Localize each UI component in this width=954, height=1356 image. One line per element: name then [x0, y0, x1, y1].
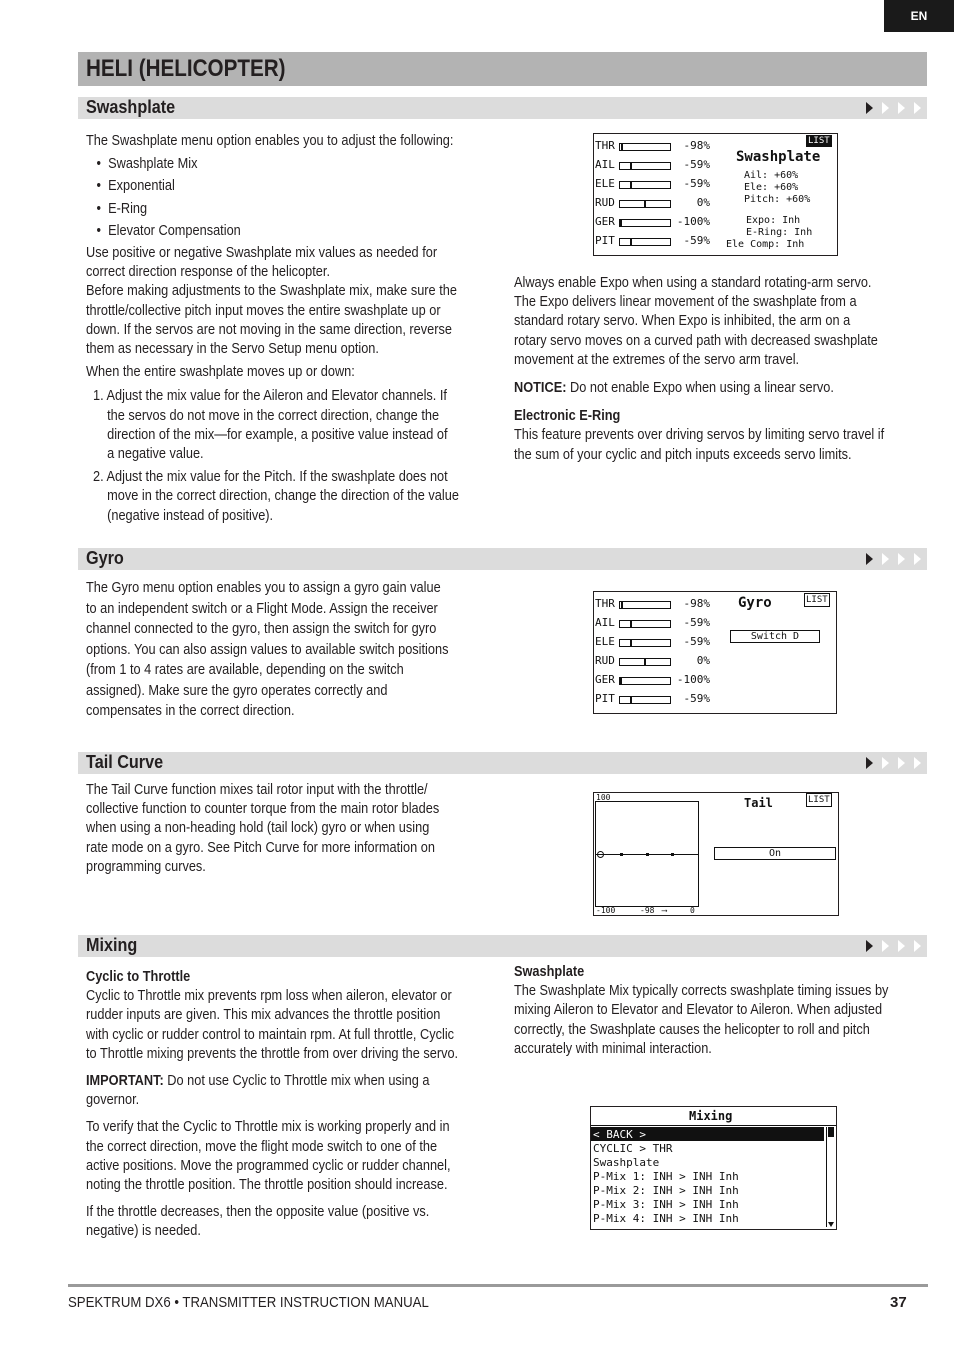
menu-row-pmix3[interactable]: P-Mix 3: INH > INH Inh — [593, 1198, 739, 1211]
section-arrows — [866, 940, 921, 952]
channel-marker — [621, 143, 623, 151]
mixing-section-bar — [78, 935, 927, 957]
gyro-section-title: Gyro — [86, 548, 124, 568]
channel-name: RUD — [595, 196, 615, 209]
channel-name: RUD — [595, 654, 615, 667]
channel-value: -59% — [683, 234, 710, 247]
menu-row-back[interactable]: < BACK > — [593, 1128, 646, 1141]
bullet-item: • Swashplate Mix — [96, 156, 198, 173]
list-badge: LIST — [806, 595, 828, 605]
curve-point — [671, 853, 674, 856]
swashplate-moves: When the entire swashplate moves up or down: — [86, 364, 355, 381]
swashplate-mix-heading: Swashplate — [514, 964, 585, 980]
menu-row-pmix1[interactable]: P-Mix 1: INH > INH Inh — [593, 1170, 739, 1183]
channel-name: GER — [595, 673, 615, 686]
swashplate-right-column — [514, 274, 884, 465]
cyclic-to-throttle-heading: Cyclic to Throttle — [86, 969, 191, 985]
mixing-screen-heading: Mixing — [689, 1109, 733, 1123]
decrease-text: If the throttle decreases, then the opposite value (positive vs. negative) is needed. — [86, 1204, 430, 1240]
cyclic-to-throttle-text: Cyclic to Throttle mix prevents rpm loss when aileron, elevator or rudder inputs are given. This mix advances the throttle position with cyclic or rudder control to maintain rpm. At full throttle, Cyclic to Throttle mixing prevents the throttle from over driving the servo. — [86, 988, 459, 1062]
channel-name: AIL — [595, 616, 615, 629]
channel-value: -59% — [683, 635, 710, 648]
ering-option: E-Ring: Inh — [746, 227, 813, 238]
section-arrows — [866, 553, 921, 565]
channel-bar — [619, 238, 671, 246]
section-arrows — [866, 757, 921, 769]
channel-value: -100% — [676, 673, 710, 686]
ering-paragraph: This feature prevents over driving servos by limiting servo travel if the sum of your cyclic and pitch inputs exceeds servo limits. — [514, 427, 885, 463]
swashplate-left-column — [86, 132, 459, 526]
channel-marker — [630, 181, 632, 189]
channel-bar — [619, 219, 671, 227]
gyro-screen-heading: Gyro — [738, 595, 772, 611]
channel-name: PIT — [595, 692, 615, 705]
scrollbar[interactable] — [826, 1127, 835, 1227]
channel-bar — [619, 639, 671, 647]
menu-row-swashplate[interactable]: Swashplate — [593, 1156, 660, 1169]
channel-marker — [621, 601, 623, 609]
channel-bar — [619, 620, 671, 628]
scrollbar-up-icon[interactable] — [828, 1127, 834, 1137]
channel-value: -100% — [676, 215, 710, 228]
channel-marker — [620, 677, 622, 685]
channel-marker — [630, 238, 632, 246]
curve-point — [646, 853, 649, 856]
channel-marker — [620, 219, 622, 227]
tail-curve-lcd-screen — [593, 792, 839, 916]
curve-graph — [595, 801, 699, 907]
channel-value: 0% — [696, 654, 710, 667]
channel-value: 0% — [696, 196, 710, 209]
footer-rule — [68, 1284, 928, 1287]
swashplate-mix-text: The Swashplate Mix typically corrects swashplate timing issues by mixing Aileron to Elevator and Elevator to Aileron. When adjusted correctly, the Swashplate causes the helicopter to roll and pitch accurately with minimal interaction. — [514, 983, 889, 1057]
tail-curve-section-title: Tail Curve — [86, 752, 164, 772]
mixing-left-column — [86, 968, 458, 1242]
gyro-lcd-screen — [593, 591, 837, 714]
channel-bar — [619, 677, 671, 685]
important-note: IMPORTANT: Do not use Cyclic to Throttle mix when using a governor. — [86, 1073, 430, 1109]
tail-screen-heading: Tail — [744, 796, 773, 810]
page-number: 37 — [890, 1294, 907, 1311]
channel-marker — [644, 200, 646, 208]
channel-value: -59% — [683, 177, 710, 190]
swashplate-screen-heading: Swashplate — [736, 149, 821, 165]
channel-bar — [619, 696, 671, 704]
swashplate-intro: The Swashplate menu option enables you to adjust the following: — [86, 133, 454, 149]
channel-marker — [630, 162, 632, 170]
list-badge: LIST — [808, 795, 830, 805]
channel-name: ELE — [595, 635, 615, 648]
bullet-item: • Exponential — [96, 178, 175, 195]
step-1: 1. Adjust the mix value for the Aileron and Elevator channels. If the servos do not move in the correct direction, change the direction of the mix—for example, a positive value instead of a negative value. — [93, 388, 448, 463]
tail-state-toggle[interactable]: On — [714, 847, 836, 860]
channel-name: AIL — [595, 158, 615, 171]
tail-curve-section-bar — [78, 752, 927, 774]
verify-text: To verify that the Cyclic to Throttle mix is working properly and in the correct direction, move the flight mode switch to one of the active positions. Move the programmed cyclic or rudder channel, noting the throttle position. The throttle position should increase. — [86, 1119, 451, 1194]
channel-bar — [619, 181, 671, 189]
mix-ail: Ail: +60% — [744, 170, 799, 181]
channel-marker — [630, 696, 632, 704]
channel-value: -59% — [683, 616, 710, 629]
curve-bottom-mid: -98 — [640, 906, 655, 915]
notice: NOTICE: Do not enable Expo when using a linear servo. — [514, 380, 834, 397]
channel-name: THR — [595, 139, 615, 152]
curve-point — [597, 851, 604, 858]
language-tab: EN — [884, 0, 954, 32]
page-title: HELI (HELICOPTER) — [86, 55, 286, 82]
channel-marker — [630, 639, 632, 647]
footer-manual-title: SPEKTRUM DX6 • TRANSMITTER INSTRUCTION MANUAL — [68, 1294, 429, 1311]
elecomp-option: Ele Comp: Inh — [726, 239, 805, 250]
mixing-right-column — [514, 963, 888, 1059]
swashplate-section-title: Swashplate — [86, 97, 176, 117]
switch-selector[interactable]: Switch D — [730, 630, 820, 643]
mix-pitch: Pitch: +60% — [744, 194, 811, 205]
channel-name: GER — [595, 215, 615, 228]
bullet-item: • Elevator Compensation — [96, 222, 241, 239]
channel-bar — [619, 658, 671, 666]
step-2: 2. Adjust the mix value for the Pitch. If the swashplate does not move in the correct direction, change the direction of the value (negative instead of positive). — [93, 469, 459, 524]
channel-value: -59% — [683, 158, 710, 171]
mixing-lcd-screen — [590, 1106, 837, 1230]
arrow-right-icon: ⟶ — [662, 906, 667, 915]
page-title-bar — [78, 52, 927, 86]
ering-heading: Electronic E-Ring — [514, 408, 621, 425]
gyro-text: The Gyro menu option enables you to assign a gyro gain value to an independent switch or a Flight Mode. Assign the receiver channel connected to the gyro, then assign the switch for gyro options. You can also assign values to available switch positions (from 1 to 4 rates are available, depending on the switch assigned). Make sure the gyro operates correctly and compensates in the correct direction. — [86, 580, 449, 719]
channel-bar — [619, 601, 671, 609]
curve-bottom-left: -100 — [596, 906, 616, 915]
channel-name: THR — [595, 597, 615, 610]
channel-value: -98% — [683, 597, 710, 610]
expo-paragraph: Always enable Expo when using a standard rotating-arm servo. The Expo delivers linear movement of the swashplate from a standard rotary servo. When Expo is inhibited, the arm on a rotary servo moves on a curved path with decreased swashplate movement at the extremes of the servo arm travel. — [514, 275, 878, 368]
section-arrows — [866, 102, 921, 114]
mix-ele: Ele: +60% — [744, 182, 799, 193]
swashplate-section-bar — [78, 97, 927, 119]
curve-bottom-right: 0 — [690, 906, 695, 915]
curve-point — [620, 853, 623, 856]
swashplate-lcd-screen — [593, 133, 838, 256]
channel-bar — [619, 143, 671, 151]
menu-row-pmix4[interactable]: P-Mix 4: INH > INH Inh — [593, 1212, 739, 1225]
mixing-section-title: Mixing — [86, 935, 138, 955]
expo-option: Expo: Inh — [746, 215, 801, 226]
channel-value: -59% — [683, 692, 710, 705]
channel-bar — [619, 200, 671, 208]
channel-bar — [619, 162, 671, 170]
channel-value: -98% — [683, 139, 710, 152]
list-badge: LIST — [808, 136, 830, 146]
channel-name: PIT — [595, 234, 615, 247]
swashplate-paragraph: Use positive or negative Swashplate mix values as needed for correct direction response of the helicopter. Before making adjustments to the Swashplate mix, make sure the throttle/collective pitch input moves the entire swashplate up or down. If the servos are not moving in the same direction, reverse them as necessary in the Servo Setup menu option. — [86, 245, 457, 358]
gyro-section-bar — [78, 548, 927, 570]
scrollbar-down-icon[interactable] — [828, 1222, 834, 1227]
channel-marker — [630, 620, 632, 628]
channel-name: ELE — [595, 177, 615, 190]
tail-curve-text: The Tail Curve function mixes tail rotor input with the throttle/ collective function to counter torque from the main rotor blades when using a non-heading hold (tail lock) gyro or when using rate mode on a gyro. See Pitch Curve for more information on programming curves. — [86, 782, 440, 875]
curve-top-label: 100 — [596, 793, 611, 802]
menu-row-pmix2[interactable]: P-Mix 2: INH > INH Inh — [593, 1184, 739, 1197]
menu-row-cyclic[interactable]: CYCLIC > THR — [593, 1142, 673, 1155]
bullet-item: • E-Ring — [96, 200, 148, 217]
channel-marker — [644, 658, 646, 666]
heading-divider — [591, 1125, 836, 1126]
